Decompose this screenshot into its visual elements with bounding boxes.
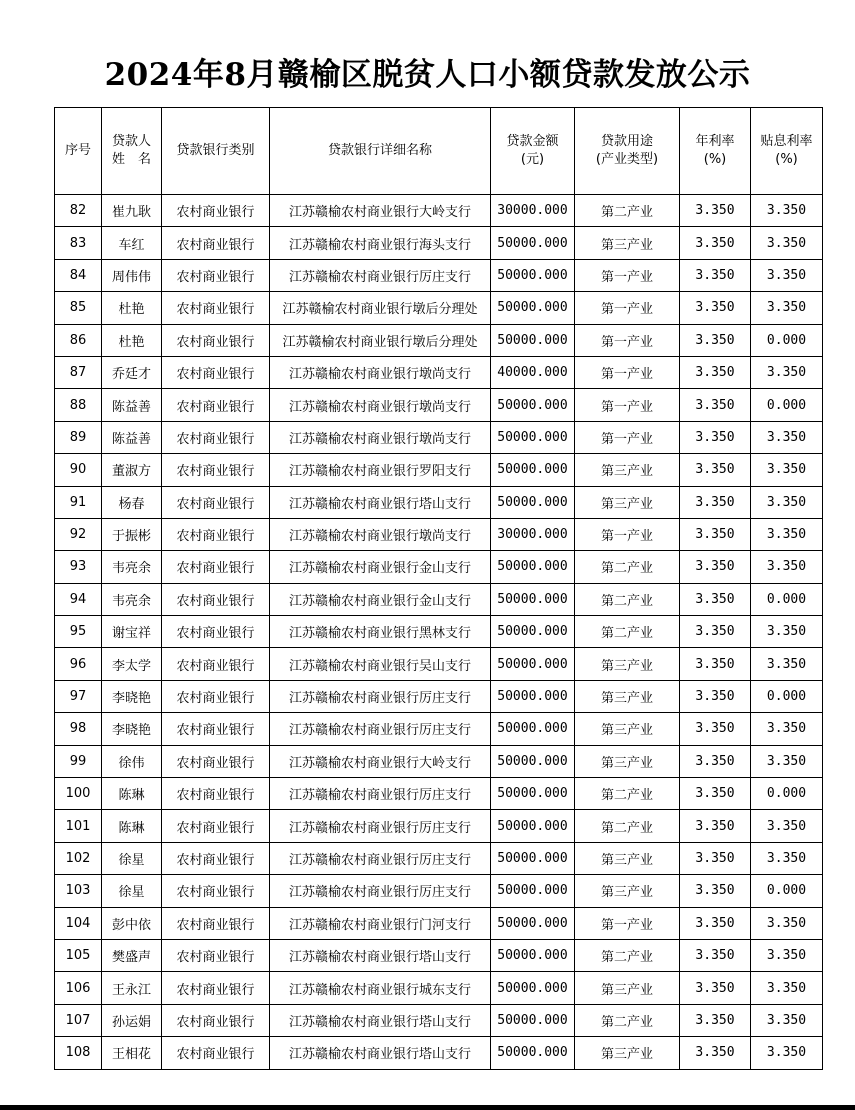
table-row (55, 875, 823, 907)
cell-usage: 第一产业 (575, 324, 680, 356)
cell-bank-name: 江苏赣榆农村商业银行金山支行 (270, 583, 491, 615)
cell-borrower-name: 韦亮余 (102, 583, 162, 615)
cell-borrower-name: 李太学 (102, 648, 162, 680)
cell-borrower-name: 韦亮余 (102, 551, 162, 583)
cell-seq: 96 (55, 648, 102, 680)
header-bank-type: 贷款银行类别 (162, 108, 270, 195)
cell-bank-type: 农村商业银行 (162, 324, 270, 356)
cell-amount: 50000.000 (491, 616, 575, 648)
cell-usage: 第三产业 (575, 454, 680, 486)
table-row (55, 259, 823, 291)
cell-annual-rate: 3.350 (680, 292, 751, 324)
cell-subsidy-rate: 3.350 (751, 195, 823, 227)
cell-subsidy-rate: 0.000 (751, 324, 823, 356)
table-row (55, 389, 823, 421)
table-row (55, 583, 823, 615)
cell-bank-name: 江苏赣榆农村商业银行金山支行 (270, 551, 491, 583)
cell-amount: 50000.000 (491, 1037, 575, 1069)
cell-annual-rate: 3.350 (680, 195, 751, 227)
table-row (55, 810, 823, 842)
cell-bank-name: 江苏赣榆农村商业银行门河支行 (270, 907, 491, 939)
cell-bank-name: 江苏赣榆农村商业银行海头支行 (270, 227, 491, 259)
cell-seq: 84 (55, 259, 102, 291)
cell-seq: 91 (55, 486, 102, 518)
cell-bank-type: 农村商业银行 (162, 810, 270, 842)
cell-usage: 第一产业 (575, 907, 680, 939)
cell-subsidy-rate: 3.350 (751, 939, 823, 971)
cell-bank-type: 农村商业银行 (162, 486, 270, 518)
cell-amount: 50000.000 (491, 324, 575, 356)
cell-seq: 83 (55, 227, 102, 259)
cell-bank-name: 江苏赣榆农村商业银行塔山支行 (270, 1004, 491, 1036)
cell-usage: 第一产业 (575, 259, 680, 291)
table-row (55, 486, 823, 518)
cell-bank-name: 江苏赣榆农村商业银行塔山支行 (270, 1037, 491, 1069)
cell-bank-name: 江苏赣榆农村商业银行墩后分理处 (270, 324, 491, 356)
cell-seq: 86 (55, 324, 102, 356)
cell-subsidy-rate: 3.350 (751, 648, 823, 680)
cell-annual-rate: 3.350 (680, 648, 751, 680)
cell-annual-rate: 3.350 (680, 454, 751, 486)
cell-bank-name: 江苏赣榆农村商业银行厉庄支行 (270, 259, 491, 291)
cell-borrower-name: 杨春 (102, 486, 162, 518)
cell-subsidy-rate: 3.350 (751, 745, 823, 777)
cell-amount: 50000.000 (491, 389, 575, 421)
cell-seq: 93 (55, 551, 102, 583)
cell-borrower-name: 于振彬 (102, 518, 162, 550)
cell-usage: 第三产业 (575, 842, 680, 874)
table-row (55, 551, 823, 583)
cell-seq: 100 (55, 778, 102, 810)
table-row (55, 778, 823, 810)
header-usage: 贷款用途 (产业类型) (575, 108, 680, 195)
cell-bank-type: 农村商业银行 (162, 356, 270, 388)
cell-bank-type: 农村商业银行 (162, 195, 270, 227)
table-row (55, 292, 823, 324)
cell-annual-rate: 3.350 (680, 583, 751, 615)
cell-bank-name: 江苏赣榆农村商业银行吴山支行 (270, 648, 491, 680)
cell-seq: 87 (55, 356, 102, 388)
cell-bank-type: 农村商业银行 (162, 1004, 270, 1036)
cell-bank-type: 农村商业银行 (162, 259, 270, 291)
cell-borrower-name: 杜艳 (102, 292, 162, 324)
cell-borrower-name: 孙运娟 (102, 1004, 162, 1036)
cell-amount: 40000.000 (491, 356, 575, 388)
table-row (55, 227, 823, 259)
cell-subsidy-rate: 3.350 (751, 454, 823, 486)
cell-bank-type: 农村商业银行 (162, 454, 270, 486)
cell-seq: 104 (55, 907, 102, 939)
cell-annual-rate: 3.350 (680, 778, 751, 810)
cell-borrower-name: 周伟伟 (102, 259, 162, 291)
cell-bank-type: 农村商业银行 (162, 292, 270, 324)
page-title: 2024年8月赣榆区脱贫人口小额贷款发放公示 (104, 57, 751, 93)
cell-subsidy-rate: 3.350 (751, 1004, 823, 1036)
cell-amount: 30000.000 (491, 518, 575, 550)
cell-borrower-name: 徐伟 (102, 745, 162, 777)
cell-annual-rate: 3.350 (680, 842, 751, 874)
cell-borrower-name: 乔廷才 (102, 356, 162, 388)
cell-usage: 第三产业 (575, 875, 680, 907)
cell-borrower-name: 谢宝祥 (102, 616, 162, 648)
cell-annual-rate: 3.350 (680, 616, 751, 648)
cell-subsidy-rate: 0.000 (751, 778, 823, 810)
cell-subsidy-rate: 3.350 (751, 227, 823, 259)
cell-bank-name: 江苏赣榆农村商业银行罗阳支行 (270, 454, 491, 486)
cell-subsidy-rate: 3.350 (751, 292, 823, 324)
table-row (55, 195, 823, 227)
cell-seq: 107 (55, 1004, 102, 1036)
cell-subsidy-rate: 3.350 (751, 713, 823, 745)
cell-borrower-name: 陈琳 (102, 778, 162, 810)
cell-annual-rate: 3.350 (680, 713, 751, 745)
cell-annual-rate: 3.350 (680, 745, 751, 777)
cell-usage: 第三产业 (575, 486, 680, 518)
cell-seq: 89 (55, 421, 102, 453)
cell-subsidy-rate: 3.350 (751, 259, 823, 291)
cell-subsidy-rate: 0.000 (751, 583, 823, 615)
cell-borrower-name: 崔九耿 (102, 195, 162, 227)
cell-usage: 第二产业 (575, 1004, 680, 1036)
cell-subsidy-rate: 3.350 (751, 551, 823, 583)
cell-borrower-name: 樊盛声 (102, 939, 162, 971)
cell-amount: 30000.000 (491, 195, 575, 227)
table-row (55, 842, 823, 874)
cell-bank-type: 农村商业银行 (162, 745, 270, 777)
cell-subsidy-rate: 0.000 (751, 389, 823, 421)
table-row (55, 324, 823, 356)
table-row (55, 745, 823, 777)
cell-bank-name: 江苏赣榆农村商业银行塔山支行 (270, 486, 491, 518)
cell-usage: 第一产业 (575, 421, 680, 453)
cell-subsidy-rate: 3.350 (751, 518, 823, 550)
cell-borrower-name: 彭中依 (102, 907, 162, 939)
cell-amount: 50000.000 (491, 939, 575, 971)
cell-amount: 50000.000 (491, 907, 575, 939)
cell-borrower-name: 陈益善 (102, 389, 162, 421)
cell-bank-name: 江苏赣榆农村商业银行墩尚支行 (270, 389, 491, 421)
cell-bank-type: 农村商业银行 (162, 1037, 270, 1069)
cell-annual-rate: 3.350 (680, 324, 751, 356)
cell-bank-name: 江苏赣榆农村商业银行厉庄支行 (270, 680, 491, 712)
cell-bank-name: 江苏赣榆农村商业银行厉庄支行 (270, 778, 491, 810)
cell-usage: 第一产业 (575, 292, 680, 324)
cell-bank-type: 农村商业银行 (162, 227, 270, 259)
cell-amount: 50000.000 (491, 648, 575, 680)
cell-seq: 108 (55, 1037, 102, 1069)
cell-usage: 第二产业 (575, 616, 680, 648)
cell-bank-type: 农村商业银行 (162, 518, 270, 550)
cell-subsidy-rate: 3.350 (751, 356, 823, 388)
cell-amount: 50000.000 (491, 259, 575, 291)
cell-annual-rate: 3.350 (680, 1004, 751, 1036)
cell-usage: 第三产业 (575, 745, 680, 777)
table-row (55, 972, 823, 1004)
cell-seq: 105 (55, 939, 102, 971)
cell-bank-name: 江苏赣榆农村商业银行大岭支行 (270, 195, 491, 227)
cell-seq: 103 (55, 875, 102, 907)
bottom-divider (0, 1105, 855, 1110)
cell-amount: 50000.000 (491, 810, 575, 842)
cell-subsidy-rate: 3.350 (751, 486, 823, 518)
cell-annual-rate: 3.350 (680, 518, 751, 550)
cell-annual-rate: 3.350 (680, 810, 751, 842)
cell-bank-type: 农村商业银行 (162, 907, 270, 939)
cell-annual-rate: 3.350 (680, 939, 751, 971)
cell-subsidy-rate: 3.350 (751, 907, 823, 939)
cell-amount: 50000.000 (491, 551, 575, 583)
cell-subsidy-rate: 3.350 (751, 810, 823, 842)
cell-usage: 第三产业 (575, 1037, 680, 1069)
table-row (55, 1037, 823, 1069)
cell-amount: 50000.000 (491, 778, 575, 810)
cell-bank-name: 江苏赣榆农村商业银行黑林支行 (270, 616, 491, 648)
table-row (55, 356, 823, 388)
cell-borrower-name: 杜艳 (102, 324, 162, 356)
cell-usage: 第二产业 (575, 939, 680, 971)
cell-amount: 50000.000 (491, 292, 575, 324)
cell-seq: 94 (55, 583, 102, 615)
cell-bank-type: 农村商业银行 (162, 842, 270, 874)
cell-subsidy-rate: 0.000 (751, 875, 823, 907)
table-row (55, 907, 823, 939)
cell-borrower-name: 徐星 (102, 842, 162, 874)
cell-bank-type: 农村商业银行 (162, 680, 270, 712)
table-row (55, 713, 823, 745)
cell-seq: 90 (55, 454, 102, 486)
cell-annual-rate: 3.350 (680, 907, 751, 939)
cell-bank-name: 江苏赣榆农村商业银行厉庄支行 (270, 810, 491, 842)
cell-annual-rate: 3.350 (680, 551, 751, 583)
cell-borrower-name: 李晓艳 (102, 713, 162, 745)
cell-bank-name: 江苏赣榆农村商业银行墩尚支行 (270, 356, 491, 388)
cell-bank-name: 江苏赣榆农村商业银行墩后分理处 (270, 292, 491, 324)
cell-annual-rate: 3.350 (680, 680, 751, 712)
cell-annual-rate: 3.350 (680, 389, 751, 421)
table-body (55, 195, 823, 1070)
cell-amount: 50000.000 (491, 1004, 575, 1036)
cell-bank-type: 农村商业银行 (162, 421, 270, 453)
cell-borrower-name: 陈益善 (102, 421, 162, 453)
cell-annual-rate: 3.350 (680, 875, 751, 907)
cell-bank-name: 江苏赣榆农村商业银行厉庄支行 (270, 842, 491, 874)
header-bank-name: 贷款银行详细名称 (270, 108, 491, 195)
cell-borrower-name: 李晓艳 (102, 680, 162, 712)
cell-amount: 50000.000 (491, 713, 575, 745)
cell-bank-type: 农村商业银行 (162, 778, 270, 810)
cell-bank-name: 江苏赣榆农村商业银行厉庄支行 (270, 713, 491, 745)
header-annual-rate: 年利率 (%) (680, 108, 751, 195)
cell-bank-name: 江苏赣榆农村商业银行城东支行 (270, 972, 491, 1004)
cell-usage: 第二产业 (575, 778, 680, 810)
header-subsidy-rate: 贴息利率 (%) (751, 108, 823, 195)
table-row (55, 454, 823, 486)
cell-subsidy-rate: 3.350 (751, 842, 823, 874)
cell-bank-name: 江苏赣榆农村商业银行墩尚支行 (270, 421, 491, 453)
cell-seq: 85 (55, 292, 102, 324)
cell-bank-name: 江苏赣榆农村商业银行墩尚支行 (270, 518, 491, 550)
cell-annual-rate: 3.350 (680, 1037, 751, 1069)
header-borrower-name: 贷款人 姓 名 (102, 108, 162, 195)
table-row (55, 616, 823, 648)
cell-bank-type: 农村商业银行 (162, 713, 270, 745)
cell-bank-type: 农村商业银行 (162, 583, 270, 615)
cell-annual-rate: 3.350 (680, 259, 751, 291)
cell-amount: 50000.000 (491, 972, 575, 1004)
cell-borrower-name: 王永江 (102, 972, 162, 1004)
cell-usage: 第二产业 (575, 195, 680, 227)
cell-usage: 第三产业 (575, 713, 680, 745)
cell-seq: 99 (55, 745, 102, 777)
cell-borrower-name: 董淑方 (102, 454, 162, 486)
cell-annual-rate: 3.350 (680, 227, 751, 259)
table-row (55, 680, 823, 712)
table-row (55, 421, 823, 453)
cell-bank-type: 农村商业银行 (162, 648, 270, 680)
cell-amount: 50000.000 (491, 680, 575, 712)
cell-usage: 第三产业 (575, 227, 680, 259)
table-row (55, 518, 823, 550)
cell-bank-name: 江苏赣榆农村商业银行塔山支行 (270, 939, 491, 971)
cell-bank-type: 农村商业银行 (162, 939, 270, 971)
cell-usage: 第三产业 (575, 680, 680, 712)
cell-amount: 50000.000 (491, 227, 575, 259)
cell-usage: 第三产业 (575, 972, 680, 1004)
loan-table (54, 107, 823, 1070)
cell-seq: 95 (55, 616, 102, 648)
cell-seq: 98 (55, 713, 102, 745)
cell-seq: 106 (55, 972, 102, 1004)
table-header-row (55, 108, 823, 195)
cell-subsidy-rate: 3.350 (751, 972, 823, 1004)
cell-seq: 82 (55, 195, 102, 227)
table-row (55, 1004, 823, 1036)
cell-amount: 50000.000 (491, 454, 575, 486)
cell-usage: 第三产业 (575, 648, 680, 680)
cell-usage: 第一产业 (575, 356, 680, 388)
table-row (55, 648, 823, 680)
cell-annual-rate: 3.350 (680, 421, 751, 453)
cell-subsidy-rate: 0.000 (751, 680, 823, 712)
cell-subsidy-rate: 3.350 (751, 421, 823, 453)
cell-bank-type: 农村商业银行 (162, 389, 270, 421)
cell-borrower-name: 徐星 (102, 875, 162, 907)
cell-seq: 92 (55, 518, 102, 550)
cell-amount: 50000.000 (491, 745, 575, 777)
cell-usage: 第二产业 (575, 583, 680, 615)
cell-bank-type: 农村商业银行 (162, 972, 270, 1004)
cell-bank-name: 江苏赣榆农村商业银行大岭支行 (270, 745, 491, 777)
cell-seq: 102 (55, 842, 102, 874)
cell-borrower-name: 王相花 (102, 1037, 162, 1069)
cell-amount: 50000.000 (491, 583, 575, 615)
header-amount: 贷款金额 (元) (491, 108, 575, 195)
cell-seq: 97 (55, 680, 102, 712)
cell-seq: 88 (55, 389, 102, 421)
cell-bank-name: 江苏赣榆农村商业银行厉庄支行 (270, 875, 491, 907)
cell-amount: 50000.000 (491, 842, 575, 874)
cell-amount: 50000.000 (491, 486, 575, 518)
cell-subsidy-rate: 3.350 (751, 1037, 823, 1069)
cell-amount: 50000.000 (491, 421, 575, 453)
cell-annual-rate: 3.350 (680, 486, 751, 518)
cell-bank-type: 农村商业银行 (162, 616, 270, 648)
cell-amount: 50000.000 (491, 875, 575, 907)
cell-bank-type: 农村商业银行 (162, 551, 270, 583)
cell-subsidy-rate: 3.350 (751, 616, 823, 648)
cell-borrower-name: 陈琳 (102, 810, 162, 842)
cell-usage: 第二产业 (575, 810, 680, 842)
header-seq: 序号 (55, 108, 102, 195)
cell-seq: 101 (55, 810, 102, 842)
cell-bank-type: 农村商业银行 (162, 875, 270, 907)
cell-usage: 第一产业 (575, 518, 680, 550)
table-row (55, 939, 823, 971)
cell-annual-rate: 3.350 (680, 972, 751, 1004)
cell-usage: 第一产业 (575, 389, 680, 421)
cell-borrower-name: 车红 (102, 227, 162, 259)
cell-annual-rate: 3.350 (680, 356, 751, 388)
cell-usage: 第二产业 (575, 551, 680, 583)
